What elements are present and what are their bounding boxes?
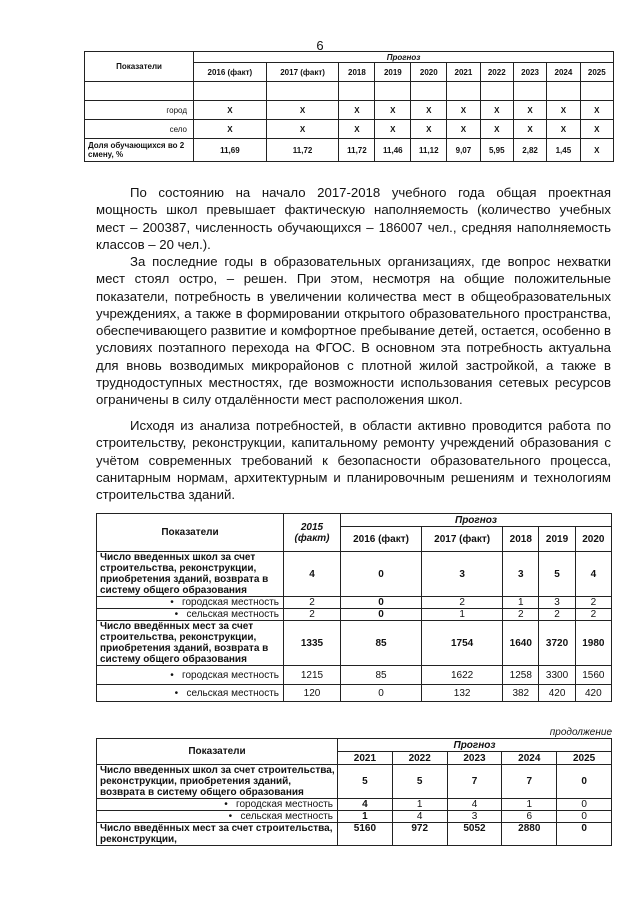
bullet-icon: •	[224, 799, 237, 810]
cell: X	[375, 120, 411, 139]
table-row	[97, 811, 612, 823]
row-label: Число введённых мест за счет строительства, реконструкции,	[97, 823, 338, 846]
year-header: 2022	[392, 752, 447, 765]
cell: 4	[575, 552, 611, 597]
year-header: 2016 (факт)	[341, 527, 422, 552]
cell: X	[375, 101, 411, 120]
cell: X	[339, 101, 375, 120]
table-row	[97, 621, 612, 666]
year-header: 2024	[502, 752, 557, 765]
enrollment-forecast-table	[84, 51, 614, 162]
cell: 420	[539, 685, 575, 702]
table-row	[97, 685, 612, 702]
cell: 3	[447, 811, 502, 823]
cell: 7	[447, 765, 502, 799]
cell: X	[580, 139, 613, 162]
cell: 382	[503, 685, 539, 702]
cell: 1560	[575, 666, 611, 685]
row-label: • сельская местность	[97, 685, 284, 702]
year-header: 2022	[480, 63, 513, 82]
cell: X	[513, 120, 546, 139]
year-header: 2023	[447, 752, 502, 765]
cell: X	[580, 120, 613, 139]
cell: X	[266, 120, 339, 139]
cell: 132	[422, 685, 503, 702]
cell: 972	[392, 823, 447, 846]
table-row	[97, 765, 612, 799]
cell: X	[547, 120, 580, 139]
cell: 9,07	[447, 139, 480, 162]
row-label: • городская местность	[97, 799, 338, 811]
cell: X	[194, 120, 267, 139]
bullet-icon: •	[174, 609, 187, 620]
year-header: 2021	[338, 752, 393, 765]
row-label: Доля обучающихся во 2 смену, %	[85, 139, 194, 162]
cell: X	[411, 101, 447, 120]
cell: 5	[539, 552, 575, 597]
cell: 1258	[503, 666, 539, 685]
cell: X	[547, 101, 580, 120]
table-row	[97, 823, 612, 846]
row-label: Число введенных школ за счет строительства, реконструкции, приобретения зданий, возврата в систему общего образования	[97, 552, 284, 597]
row-label: Число введенных школ за счет строительства, реконструкции, приобретения зданий, возврата в систему общего образования	[97, 765, 338, 799]
cell: 1622	[422, 666, 503, 685]
cell: X	[266, 101, 339, 120]
cell: 1	[392, 799, 447, 811]
table-row	[97, 609, 612, 621]
cell: 11,12	[411, 139, 447, 162]
year-header: 2025	[580, 63, 613, 82]
cell: 5	[338, 765, 393, 799]
cell: X	[513, 101, 546, 120]
cell: 4	[447, 799, 502, 811]
cell: 5	[392, 765, 447, 799]
cell: 2	[422, 597, 503, 609]
cell: 5,95	[480, 139, 513, 162]
cell: 1754	[422, 621, 503, 666]
header-base-year: 2015 (факт)	[284, 514, 341, 552]
cell: 2	[284, 609, 341, 621]
cell: 1	[338, 811, 393, 823]
cell: 3	[539, 597, 575, 609]
header-forecast: Прогноз	[194, 52, 614, 63]
cell: 0	[557, 811, 612, 823]
cell: 2	[575, 609, 611, 621]
cell: 4	[392, 811, 447, 823]
paragraph-capacity: По состоянию на начало 2017-2018 учебного года общая проектная мощность школ превышает фактическую наполняемость (количество учебных мест – 200387, численность обучающихся – 186007 чел., средняя наполняемость классов – 20 чел.).	[96, 185, 611, 252]
cell: 3720	[539, 621, 575, 666]
year-header: 2017 (факт)	[422, 527, 503, 552]
cell: X	[480, 120, 513, 139]
cell: 85	[341, 621, 422, 666]
cell: 11,72	[266, 139, 339, 162]
paragraph-construction: Исходя из анализа потребностей, в области активно проводится работа по строительству, реконструкции, капитальному ремонту учреждений образования с учётом современных требований к безопасности образовательного процесса, санитарным нормам, архитектурным и планировочным решениям и технологиям строительства зданий.	[96, 418, 611, 503]
cell: X	[480, 101, 513, 120]
table-row-blank	[85, 82, 614, 101]
cell: 4	[284, 552, 341, 597]
cell: 2	[575, 597, 611, 609]
cell: 3300	[539, 666, 575, 685]
continued-label: продолжение	[549, 727, 612, 738]
year-header: 2020	[411, 63, 447, 82]
header-indicators: Показатели	[97, 514, 284, 552]
year-header: 2018	[339, 63, 375, 82]
cell: X	[339, 120, 375, 139]
table-row	[85, 139, 614, 162]
table-row	[85, 101, 614, 120]
cell: 6	[502, 811, 557, 823]
cell: X	[447, 120, 480, 139]
year-header: 2019	[539, 527, 575, 552]
row-label: город	[85, 101, 194, 120]
cell: X	[194, 101, 267, 120]
cell: 5160	[338, 823, 393, 846]
cell: 2,82	[513, 139, 546, 162]
year-header: 2023	[513, 63, 546, 82]
cell: X	[580, 101, 613, 120]
bullet-icon: •	[170, 669, 183, 681]
cell: 0	[557, 823, 612, 846]
header-indicators: Показатели	[85, 52, 194, 82]
table-row	[97, 799, 612, 811]
cell: 11,46	[375, 139, 411, 162]
page-number: 6	[316, 38, 324, 53]
bullet-icon: •	[174, 687, 187, 699]
year-header: 2024	[547, 63, 580, 82]
paragraph-needs: За последние годы в образовательных организациях, где вопрос нехватки мест стоял остро, – решен. При этом, несмотря на общие положительные показатели, потребность в увеличении количества мест в общеобразовательных учреждениях, а также в формировании открытого образовательного пространства, обеспечивающего развитие и комфортное пребывание детей, остается, особенно в условиях поэтапного перехода на ФГОС. В основном эта потребность актуальна для вновь возводимых микрорайонов с плотной жилой застройкой, а также в труднодоступных местностях, где возможности использования сетевых ресурсов ограничены в силу отдалённости мест расположения школ.	[96, 254, 611, 408]
cell: 0	[557, 765, 612, 799]
schools-forecast-continuation-table	[96, 738, 612, 846]
row-label: • городская местность	[97, 666, 284, 685]
year-header: 2019	[375, 63, 411, 82]
cell: 1	[503, 597, 539, 609]
row-label: • городская местность	[97, 597, 284, 609]
header-indicators: Показатели	[97, 739, 338, 765]
row-label: • сельская местность	[97, 609, 284, 621]
bullet-icon: •	[170, 597, 183, 608]
cell: 1215	[284, 666, 341, 685]
cell: 120	[284, 685, 341, 702]
header-forecast: Прогноз	[341, 514, 612, 527]
cell: X	[447, 101, 480, 120]
row-label: • сельская местность	[97, 811, 338, 823]
year-header: 2016 (факт)	[194, 63, 267, 82]
cell: 420	[575, 685, 611, 702]
year-header: 2020	[575, 527, 611, 552]
cell: 1,45	[547, 139, 580, 162]
cell: 1	[502, 799, 557, 811]
cell: 7	[502, 765, 557, 799]
header-forecast: Прогноз	[338, 739, 612, 752]
year-header: 2018	[503, 527, 539, 552]
table-row	[85, 120, 614, 139]
table-row	[97, 597, 612, 609]
cell: 1640	[503, 621, 539, 666]
cell: 0	[341, 597, 422, 609]
cell: 3	[422, 552, 503, 597]
cell: 2880	[502, 823, 557, 846]
cell: 1980	[575, 621, 611, 666]
cell: 11,69	[194, 139, 267, 162]
cell: 2	[503, 609, 539, 621]
cell: 5052	[447, 823, 502, 846]
year-header: 2025	[557, 752, 612, 765]
row-label: Число введённых мест за счет строительства, реконструкции, приобретения зданий, возврата в систему общего образования	[97, 621, 284, 666]
table-row	[97, 552, 612, 597]
year-header: 2017 (факт)	[266, 63, 339, 82]
cell: 2	[284, 597, 341, 609]
cell: 85	[341, 666, 422, 685]
cell: 0	[341, 685, 422, 702]
cell: 0	[557, 799, 612, 811]
cell: 0	[341, 552, 422, 597]
table-row	[97, 666, 612, 685]
cell: 4	[338, 799, 393, 811]
year-header: 2021	[447, 63, 480, 82]
schools-commissioned-table	[96, 513, 612, 702]
row-label: село	[85, 120, 194, 139]
cell: 1335	[284, 621, 341, 666]
cell: 2	[539, 609, 575, 621]
bullet-icon: •	[228, 811, 241, 822]
cell: X	[411, 120, 447, 139]
cell: 3	[503, 552, 539, 597]
cell: 0	[341, 609, 422, 621]
cell: 1	[422, 609, 503, 621]
cell: 11,72	[339, 139, 375, 162]
